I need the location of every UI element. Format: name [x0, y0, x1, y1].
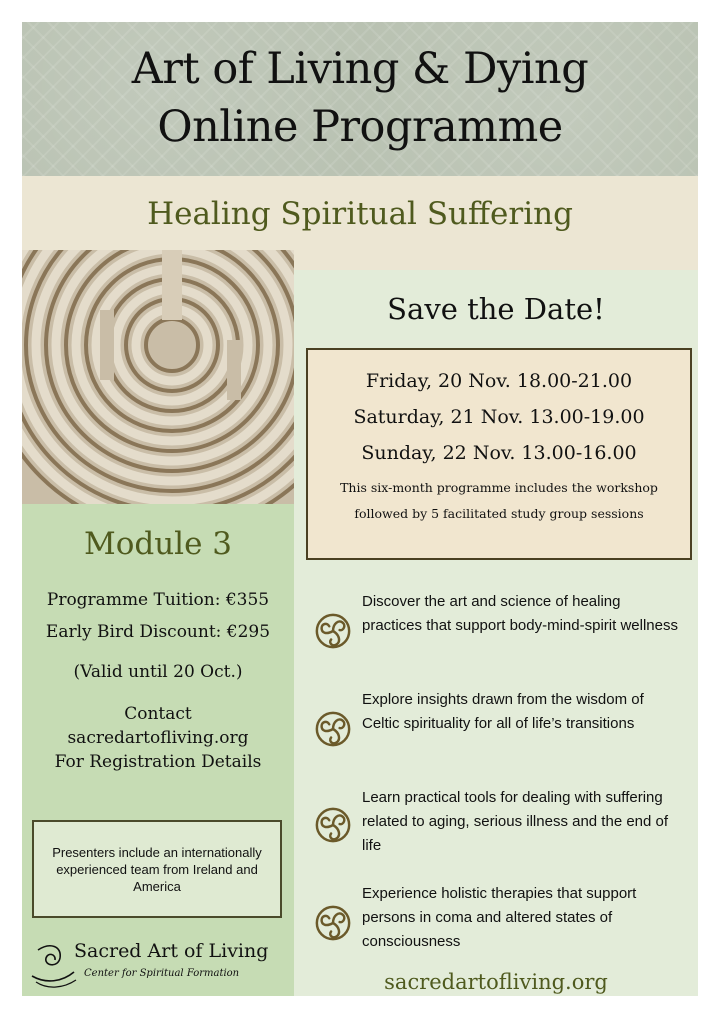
left-panel: [22, 504, 294, 996]
early-bird-text: Early Bird Discount: €295: [45, 622, 271, 642]
tuition-text: Programme Tuition: €355: [46, 590, 270, 610]
website-link-footer[interactable]: sacredartofliving.org: [384, 970, 608, 994]
programme-note-line-1: This six-month programme includes the workshop: [340, 480, 658, 495]
registration-details-text: For Registration Details: [54, 752, 262, 772]
bullet-text: Explore insights drawn from the wisdom of Celtic spirituality for all of life’s transitions: [362, 691, 644, 732]
list-item: [294, 688, 698, 768]
presenters-text: Presenters include an internationally experienced team from Ireland and America: [52, 844, 262, 894]
module-title: Module 3: [83, 526, 233, 562]
bullet-text: Discover the art and science of healing practices that support body-mind-spirit wellness: [362, 593, 678, 634]
date-friday: Friday, 20 Nov. 18.00-21.00: [365, 370, 633, 392]
subtitle: Healing Spiritual Suffering: [147, 196, 573, 232]
save-the-date-heading: Save the Date!: [387, 292, 605, 326]
presenters-box: [32, 820, 282, 918]
list-item: [294, 590, 698, 670]
logo-name: Sacred Art of Living: [74, 940, 269, 962]
triskele-icon: [314, 904, 352, 942]
header-banner: [22, 22, 698, 176]
poster: [22, 22, 698, 996]
date-sunday: Sunday, 22 Nov. 13.00-16.00: [361, 442, 637, 464]
right-panel: [294, 270, 698, 996]
list-item: [294, 786, 698, 866]
labyrinth-image: [22, 250, 294, 504]
sacred-art-logo: [28, 936, 288, 992]
page-title-line-2: Online Programme: [157, 102, 563, 152]
website-link[interactable]: sacredartofliving.org: [67, 728, 249, 748]
list-item: [294, 882, 698, 962]
valid-until-text: (Valid until 20 Oct.): [73, 662, 243, 682]
triskele-icon: [314, 710, 352, 748]
contact-label: Contact: [124, 704, 192, 724]
bullet-text: Learn practical tools for dealing with suffering related to aging, serious illness and the end of life: [362, 789, 669, 854]
dates-box: [306, 348, 692, 560]
date-saturday: Saturday, 21 Nov. 13.00-19.00: [353, 406, 645, 428]
bullet-text: Experience holistic therapies that support persons in coma and altered states of consciousness: [362, 885, 637, 950]
page-title-line-1: Art of Living & Dying: [131, 44, 589, 94]
triskele-icon: [314, 806, 352, 844]
logo-swirl-icon: [28, 936, 78, 992]
triskele-icon: [314, 612, 352, 650]
logo-tagline: Center for Spiritual Formation: [84, 968, 240, 979]
programme-note-line-2: followed by 5 facilitated study group sessions: [354, 506, 644, 521]
